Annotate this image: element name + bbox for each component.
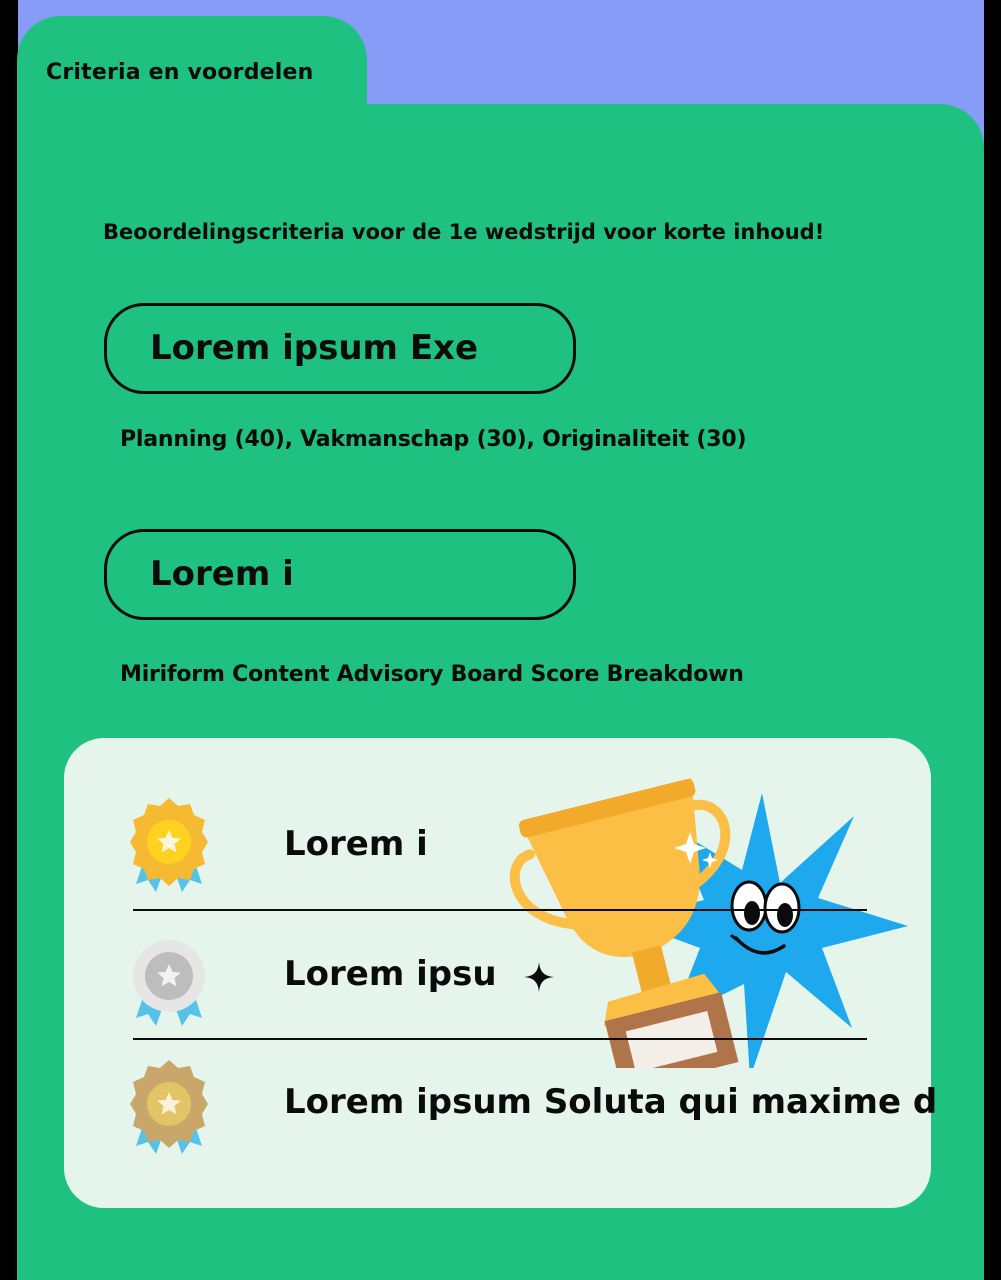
section-description: Miriform Content Advisory Board Score Breakdown [120, 662, 744, 687]
divider [133, 909, 867, 911]
section-title: Lorem i [150, 553, 294, 594]
page-headline: Beoordelingscriteria voor de 1e wedstrijd voor korte inhoud! [103, 220, 825, 244]
section-description: Planning (40), Vakmanschap (30), Originaliteit (30) [120, 427, 747, 452]
ranking-label: Lorem ipsu [284, 954, 497, 994]
ranking-label: Lorem ipsum Soluta qui maxime d [284, 1082, 938, 1122]
divider [133, 1038, 867, 1040]
ranking-card [64, 738, 938, 1208]
section-title-pill [104, 529, 576, 620]
tab-label[interactable]: Criteria en voordelen [46, 60, 314, 85]
ranking-label: Lorem i [284, 824, 428, 864]
bronze-medal-icon [124, 1058, 214, 1168]
section-title-pill [104, 303, 576, 394]
gold-medal-icon [124, 796, 214, 906]
ranking-row [124, 796, 884, 906]
section-title: Lorem ipsum Exe [150, 327, 479, 368]
ranking-row [124, 1058, 938, 1168]
silver-medal-icon [124, 930, 214, 1040]
ranking-row [124, 930, 884, 1040]
